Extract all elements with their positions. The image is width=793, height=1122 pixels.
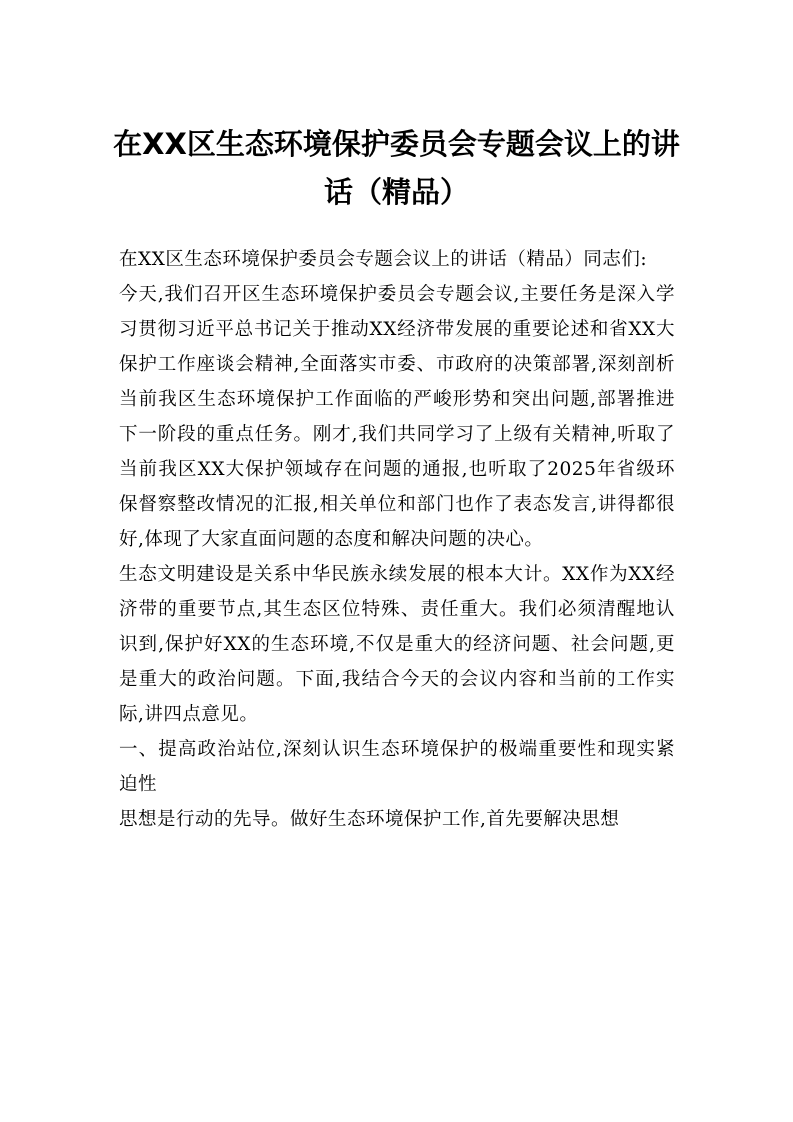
paragraph-context: 生态文明建设是关系中华民族永续发展的根本大计。XX作为XX经济带的重要节点,其生态区位特殊、责任重大。我们必须清醒地认识到,保护好XX的生态环境,不仅是重大的经济问题、社会问题,更是重大的政治问题。下面,我结合今天的会议内容和当前的工作实际,讲四点意见。 — [119, 564, 675, 725]
paragraph-opening: 今天,我们召开区生态环境保护委员会专题会议,主要任务是深入学习贯彻习近平总书记关于推动XX经济带发展的重要论述和省XX大保护工作座谈会精神,全面落实市委、市政府的决策部署,深刻剖析当前我区生态环境保护工作面临的严峻形势和突出问题,部署推进下一阶段的重点任务。刚才,我们共同学习了上级有关精神,听取了当前我区XX大保护领域存在问题的通报,也听取了2025年省级环保督察整改情况的汇报,相关单位和部门也作了表态发言,讲得都很好,体现了大家直面问题的态度和解决问题的决心。 — [119, 284, 675, 550]
document-title: 在XX区生态环境保护委员会专题会议上的讲话（精品） — [113, 127, 680, 209]
document-body — [119, 242, 675, 837]
paragraph-section-one: 思想是行动的先导。做好生态环境保护工作,首先要解决思想 — [119, 809, 620, 830]
paragraph-greeting: 在XX区生态环境保护委员会专题会议上的讲话（精品）同志们: — [119, 249, 648, 270]
section-heading-one: 一、提高政治站位,深刻认识生态环境保护的极端重要性和现实紧迫性 — [119, 739, 675, 795]
